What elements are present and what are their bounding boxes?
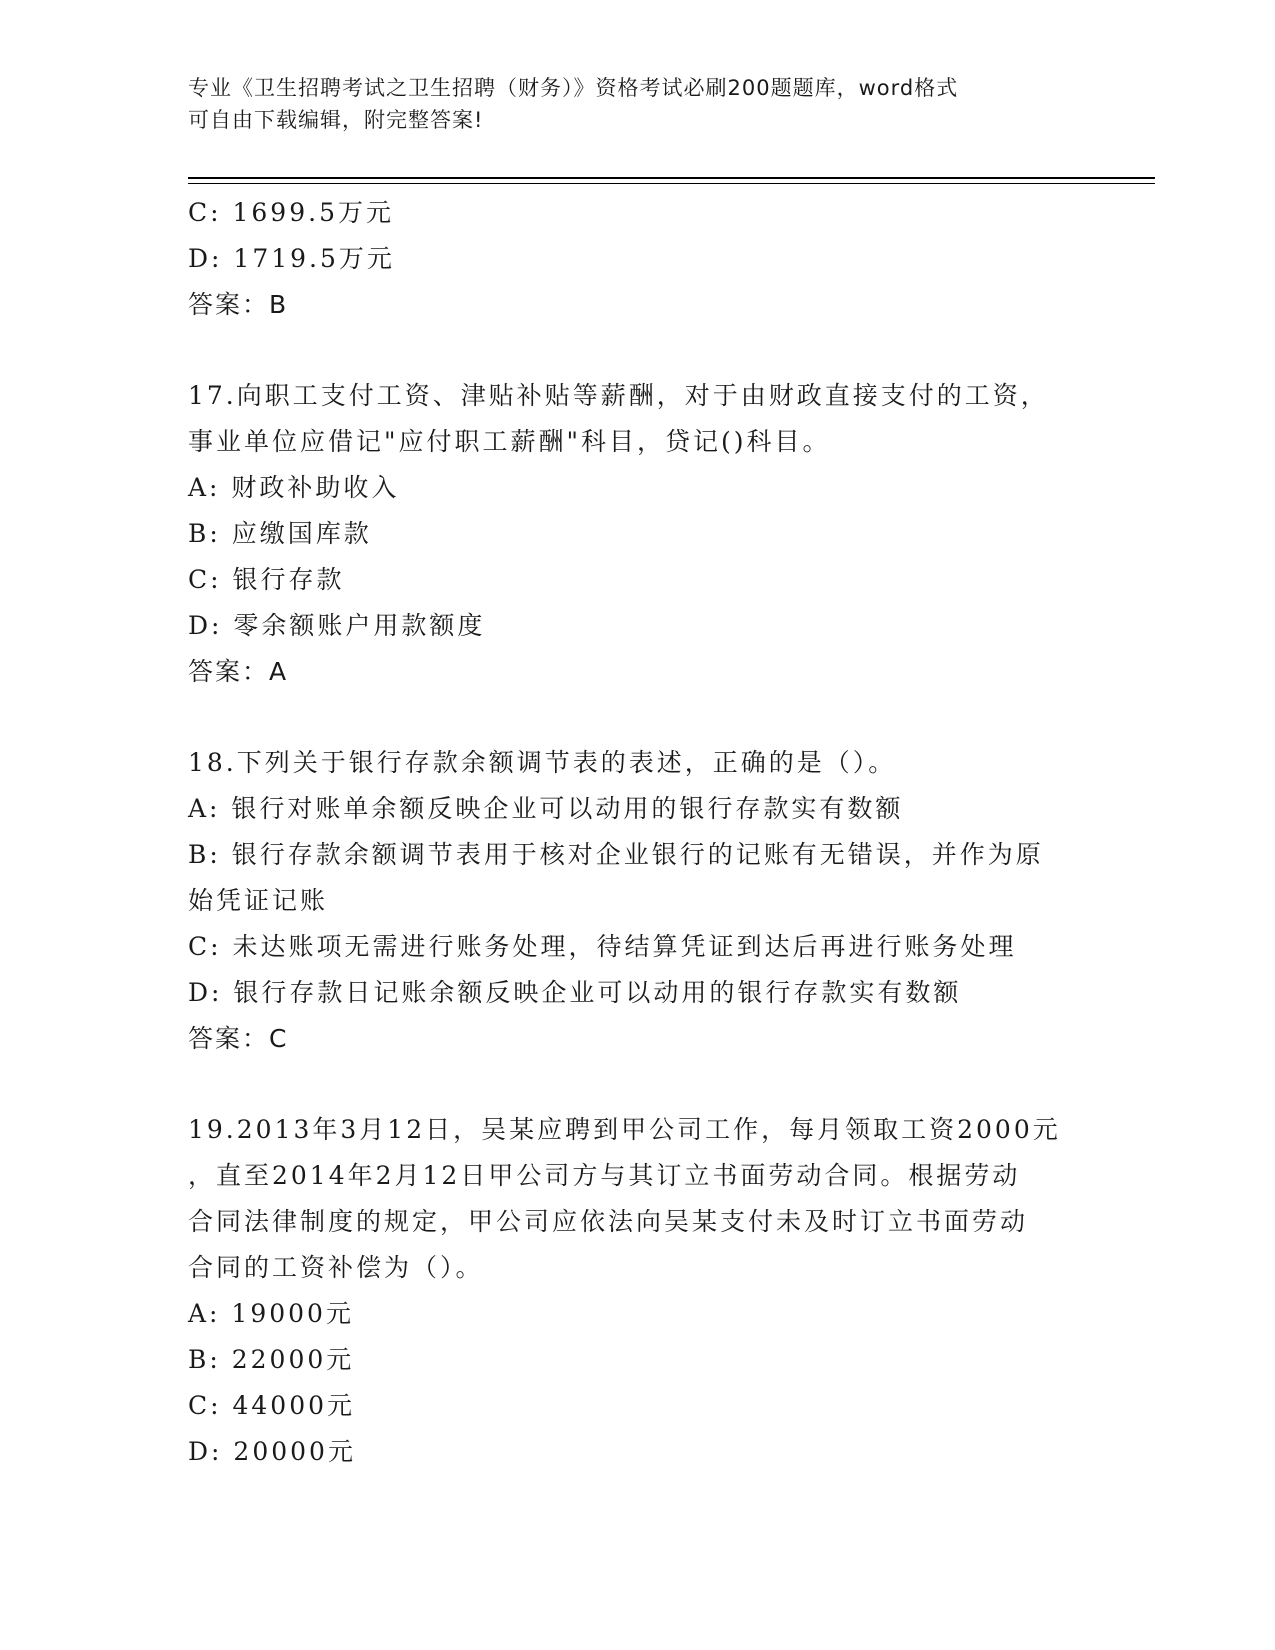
question-17-answer: 答案：A <box>188 657 289 686</box>
header-divider-thin <box>188 183 1155 184</box>
question-18-option-d: D: 银行存款日记账余额反映企业可以动用的银行存款实有数额 <box>188 978 962 1007</box>
question-17 <box>188 373 1088 695</box>
question-17-stem-line-2: 事业单位应借记"应付职工薪酬"科目，贷记()科目。 <box>188 427 831 456</box>
prev-option-d: D: 1719.5万元 <box>188 244 395 273</box>
question-18-option-c: C: 未达账项无需进行账务处理，待结算凭证到达后再进行账务处理 <box>188 932 1017 961</box>
question-17-option-c: C: 银行存款 <box>188 565 345 594</box>
document-header <box>188 72 1068 136</box>
header-divider-thick <box>188 177 1155 179</box>
question-19 <box>188 1107 1088 1475</box>
question-19-option-d: D: 20000元 <box>188 1437 356 1466</box>
question-19-option-c: C: 44000元 <box>188 1391 356 1420</box>
question-17-option-b: B: 应缴国库款 <box>188 519 372 548</box>
question-17-stem-line-1: 17.向职工支付工资、津贴补贴等薪酬，对于由财政直接支付的工资， <box>188 381 1049 410</box>
question-19-option-a: A: 19000元 <box>188 1299 354 1328</box>
header-title-line-2: 可自由下载编辑，附完整答案! <box>188 108 484 132</box>
question-19-stem-line-4: 合同的工资补偿为（）。 <box>188 1253 484 1282</box>
question-18-option-b-line-1: B: 银行存款余额调节表用于核对企业银行的记账有无错误，并作为原 <box>188 840 1044 869</box>
question-gap <box>188 328 1088 373</box>
question-gap <box>188 1062 1088 1107</box>
question-19-option-b: B: 22000元 <box>188 1345 355 1374</box>
prev-answer: 答案：B <box>188 290 289 319</box>
question-18-option-a: A: 银行对账单余额反映企业可以动用的银行存款实有数额 <box>188 794 904 823</box>
question-gap <box>188 695 1088 740</box>
question-19-stem-line-2: ，直至2014年2月12日甲公司方与其订立书面劳动合同。根据劳动 <box>188 1161 1021 1190</box>
question-18-answer: 答案：C <box>188 1024 289 1053</box>
header-title-line-1: 专业《卫生招聘考试之卫生招聘（财务）》资格考试必刷200题题库，word格式 <box>188 76 959 100</box>
question-list <box>188 190 1088 1475</box>
prev-option-c: C: 1699.5万元 <box>188 198 394 227</box>
question-18 <box>188 740 1088 1062</box>
question-18-stem-line-1: 18.下列关于银行存款余额调节表的表述，正确的是（）。 <box>188 748 897 777</box>
question-19-stem-line-1: 19.2013年3月12日，吴某应聘到甲公司工作，每月领取工资2000元 <box>188 1115 1061 1144</box>
question-19-stem-line-3: 合同法律制度的规定，甲公司应依法向吴某支付未及时订立书面劳动 <box>188 1207 1029 1236</box>
question-17-option-a: A: 财政补助收入 <box>188 473 400 502</box>
question-18-option-b-line-2: 始凭证记账 <box>188 886 329 915</box>
question-17-option-d: D: 零余额账户用款额度 <box>188 611 486 640</box>
